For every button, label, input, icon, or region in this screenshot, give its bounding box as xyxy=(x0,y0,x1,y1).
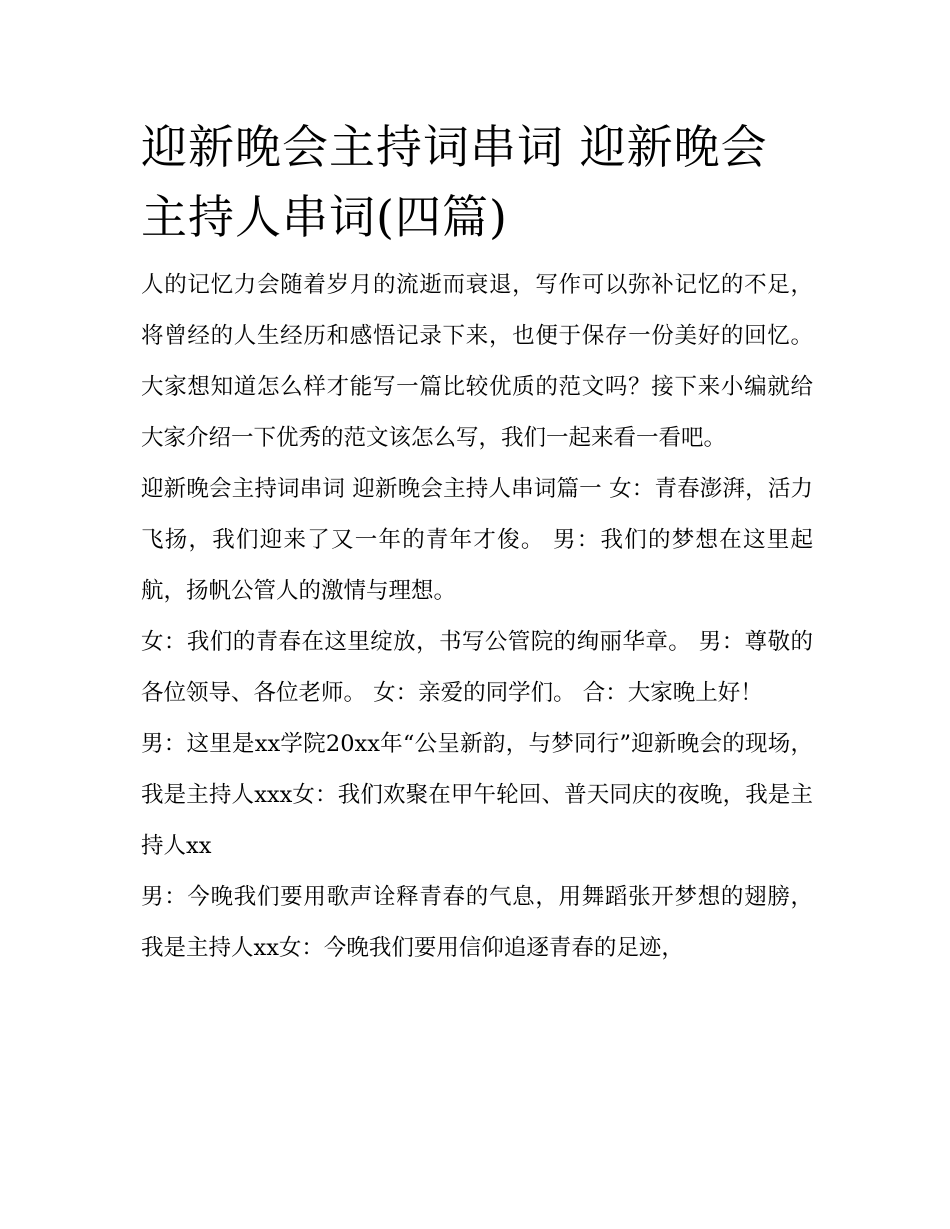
paragraph-host-intro: 男：这里是xx学院20xx年“公呈新韵，与梦同行”迎新晚会的现场，我是主持人xxx女：我们欢聚在甲午轮回、普天同庆的夜晚，我是主持人xx xyxy=(141,731,813,859)
paragraph-host-intro-2: 男：今晚我们要用歌声诠释青春的气息，用舞蹈张开梦想的翅膀，我是主持人xx女：今晚我们要用信仰追逐青春的足迹， xyxy=(141,884,813,961)
paragraph-opening: 迎新晚会主持词串词 迎新晚会主持人串词篇一 女：青春澎湃，活力飞扬，我们迎来了又一年的青年才俊。 男：我们的梦想在这里起航，扬帆公管人的激情与理想。 xyxy=(141,476,813,604)
paragraph-greeting: 女：我们的青春在这里绽放，书写公管院的绚丽华章。 男：尊敬的各位领导、各位老师。 女：亲爱的同学们。 合：大家晚上好！ xyxy=(141,629,813,706)
paragraph-intro: 人的记忆力会随着岁月的流逝而衰退，写作可以弥补记忆的不足，将曾经的人生经历和感悟记录下来，也便于保存一份美好的回忆。大家想知道怎么样才能写一篇比较优质的范文吗？接下来小编就给大家介绍一下优秀的范文该怎么写，我们一起来看一看吧。 xyxy=(141,272,813,451)
document-title: 迎新晚会主持词串词 迎新晚会主持人串词(四篇) xyxy=(141,120,768,244)
document-page xyxy=(141,112,813,974)
